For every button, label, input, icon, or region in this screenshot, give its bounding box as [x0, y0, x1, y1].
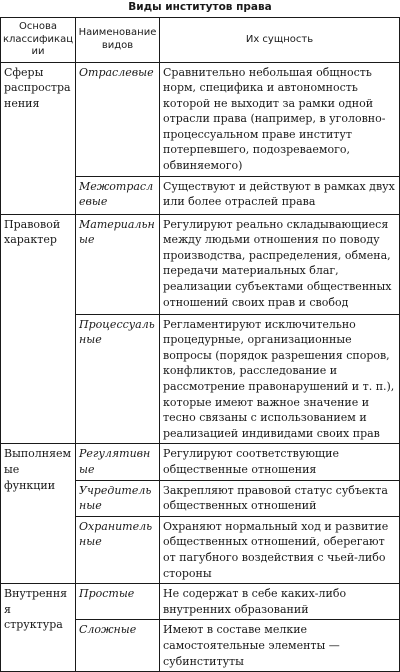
kind-cell: Регулятивные [76, 444, 160, 480]
essence-cell: Регламентируют исключительно процедурные, организационные вопросы (порядок разрешения споров, конфликтов, расследование и рассмотрение правонарушений и т. п.), которые имеют важное значение и тесно связаны с использованием и реализацией индивидами своих прав [160, 314, 400, 444]
kind-cell: Сложные [76, 620, 160, 672]
basis-cell: Сферы распространения [1, 62, 76, 214]
header-kinds: Наименование видов [76, 18, 160, 63]
kind-cell: Охранительные [76, 516, 160, 583]
essence-cell: Регулируют реально складывающиеся между людьми отношения по поводу производства, распределения, обмена, передачи материальных благ, реализации субъектами общественных отношений своих прав и свобод [160, 214, 400, 314]
kind-cell: Процессуальные [76, 314, 160, 444]
essence-cell: Существуют и действуют в рамках двух или более отраслей права [160, 176, 400, 214]
essence-cell: Регулируют соответствующие общественные отношения [160, 444, 400, 480]
kind-cell: Учредительные [76, 480, 160, 516]
essence-cell: Закрепляют правовой статус субъекта общественных отношений [160, 480, 400, 516]
essence-cell: Охраняют нормальный ход и развитие общественных отношений, оберегают от пагубного воздействия с чьей-либо стороны [160, 516, 400, 583]
essence-cell: Не содержат в себе каких-либо внутренних образований [160, 584, 400, 620]
table-row [1, 214, 400, 314]
header-essence: Их сущность [160, 18, 400, 63]
essence-cell: Имеют в составе мелкие самостоятельные элементы — субинституты [160, 620, 400, 672]
kind-cell: Межотраслевые [76, 176, 160, 214]
kind-cell: Отраслевые [76, 62, 160, 176]
page-title: Виды институтов права [128, 1, 272, 13]
institutions-table [0, 17, 400, 672]
table-row [1, 62, 400, 176]
basis-cell: Внутренняя структура [1, 584, 76, 672]
header-row [1, 18, 400, 63]
header-basis: Основа классификации [1, 18, 76, 63]
basis-cell: Выполняемые функции [1, 444, 76, 584]
basis-cell: Правовой характер [1, 214, 76, 444]
kind-cell: Материальные [76, 214, 160, 314]
essence-cell: Сравнительно небольшая общность норм, специфика и автономность которой не выходит за рамки одной отрасли права (например, в уголовно-процессуальном праве институт потерпевшего, подозреваемого, обвиняемого) [160, 62, 400, 176]
kind-cell: Простые [76, 584, 160, 620]
table-row [1, 444, 400, 480]
table-row [1, 584, 400, 620]
